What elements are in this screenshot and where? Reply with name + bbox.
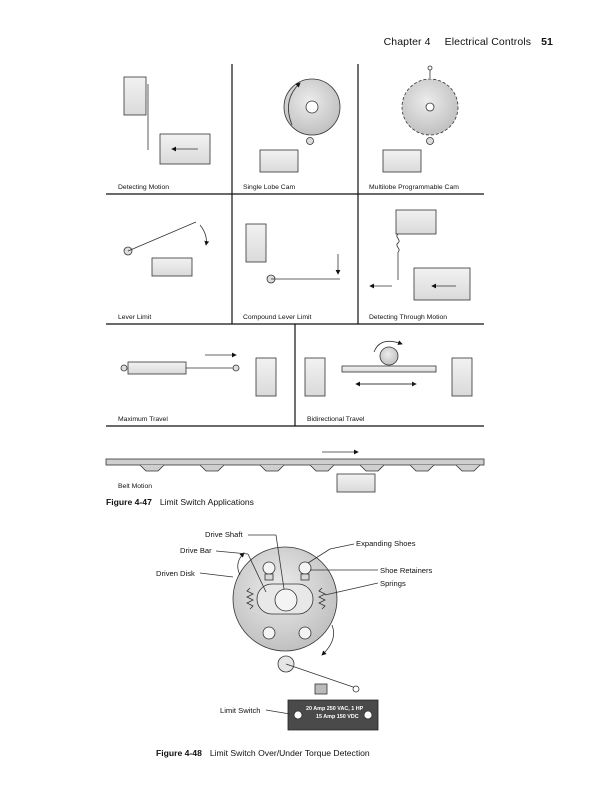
panel-compound-lever-art — [246, 224, 340, 283]
panel-label-detecting-motion: Detecting Motion — [118, 184, 170, 191]
panel-lever-limit-art — [124, 222, 206, 276]
callout-shoe-retainers: Shoe Retainers — [380, 566, 433, 575]
figure-48-caption — [156, 748, 370, 758]
panel-label-multilobe-cam: Multilobe Programmable Cam — [369, 184, 459, 191]
chapter-label: Chapter 4 — [383, 36, 431, 48]
figure-47-title: Limit Switch Applications — [159, 497, 254, 507]
panel-through-motion-art — [370, 210, 470, 300]
callout-limit-switch: Limit Switch — [220, 706, 261, 715]
panel-label-maximum-travel: Maximum Travel — [118, 416, 168, 423]
callout-driven-disk: Driven Disk — [156, 569, 195, 578]
panel-multilobe-cam-art — [383, 66, 458, 172]
panel-single-lobe-cam-art — [260, 79, 340, 172]
figure-47-caption — [106, 497, 254, 507]
figure-48-number: Figure 4-48 — [156, 748, 202, 758]
callout-springs: Springs — [380, 579, 406, 588]
panel-detecting-motion-art — [124, 77, 210, 164]
switch-rating-line-1: 20 Amp 250 VAC, 1 HP — [306, 706, 364, 712]
chapter-title: Electrical Controls — [444, 36, 532, 48]
figure-47-number: Figure 4-47 — [106, 497, 152, 507]
panel-label-single-lobe-cam: Single Lobe Cam — [243, 184, 296, 191]
panel-label-lever-limit: Lever Limit — [118, 314, 152, 321]
page-number: 51 — [541, 36, 553, 48]
callout-drive-shaft: Drive Shaft — [205, 530, 243, 539]
panel-label-bidirectional-travel: Bidirectional Travel — [307, 416, 365, 423]
panel-label-compound-lever-limit: Compound Lever Limit — [243, 314, 312, 321]
figure-48-art — [200, 535, 378, 730]
callout-drive-bar: Drive Bar — [180, 546, 212, 555]
panel-bidirectional-travel-art — [305, 341, 472, 396]
panel-maximum-travel-art — [121, 355, 276, 396]
panel-label-through-motion: Detecting Through Motion — [369, 314, 448, 321]
switch-rating-line-2: 15 Amp 150 VDC — [316, 714, 359, 720]
callout-expanding-shoes: Expanding Shoes — [356, 539, 416, 548]
panel-belt-motion-art — [106, 452, 484, 492]
panel-label-belt-motion: Belt Motion — [118, 483, 153, 490]
figure-48-title: Limit Switch Over/Under Torque Detection — [209, 748, 370, 758]
